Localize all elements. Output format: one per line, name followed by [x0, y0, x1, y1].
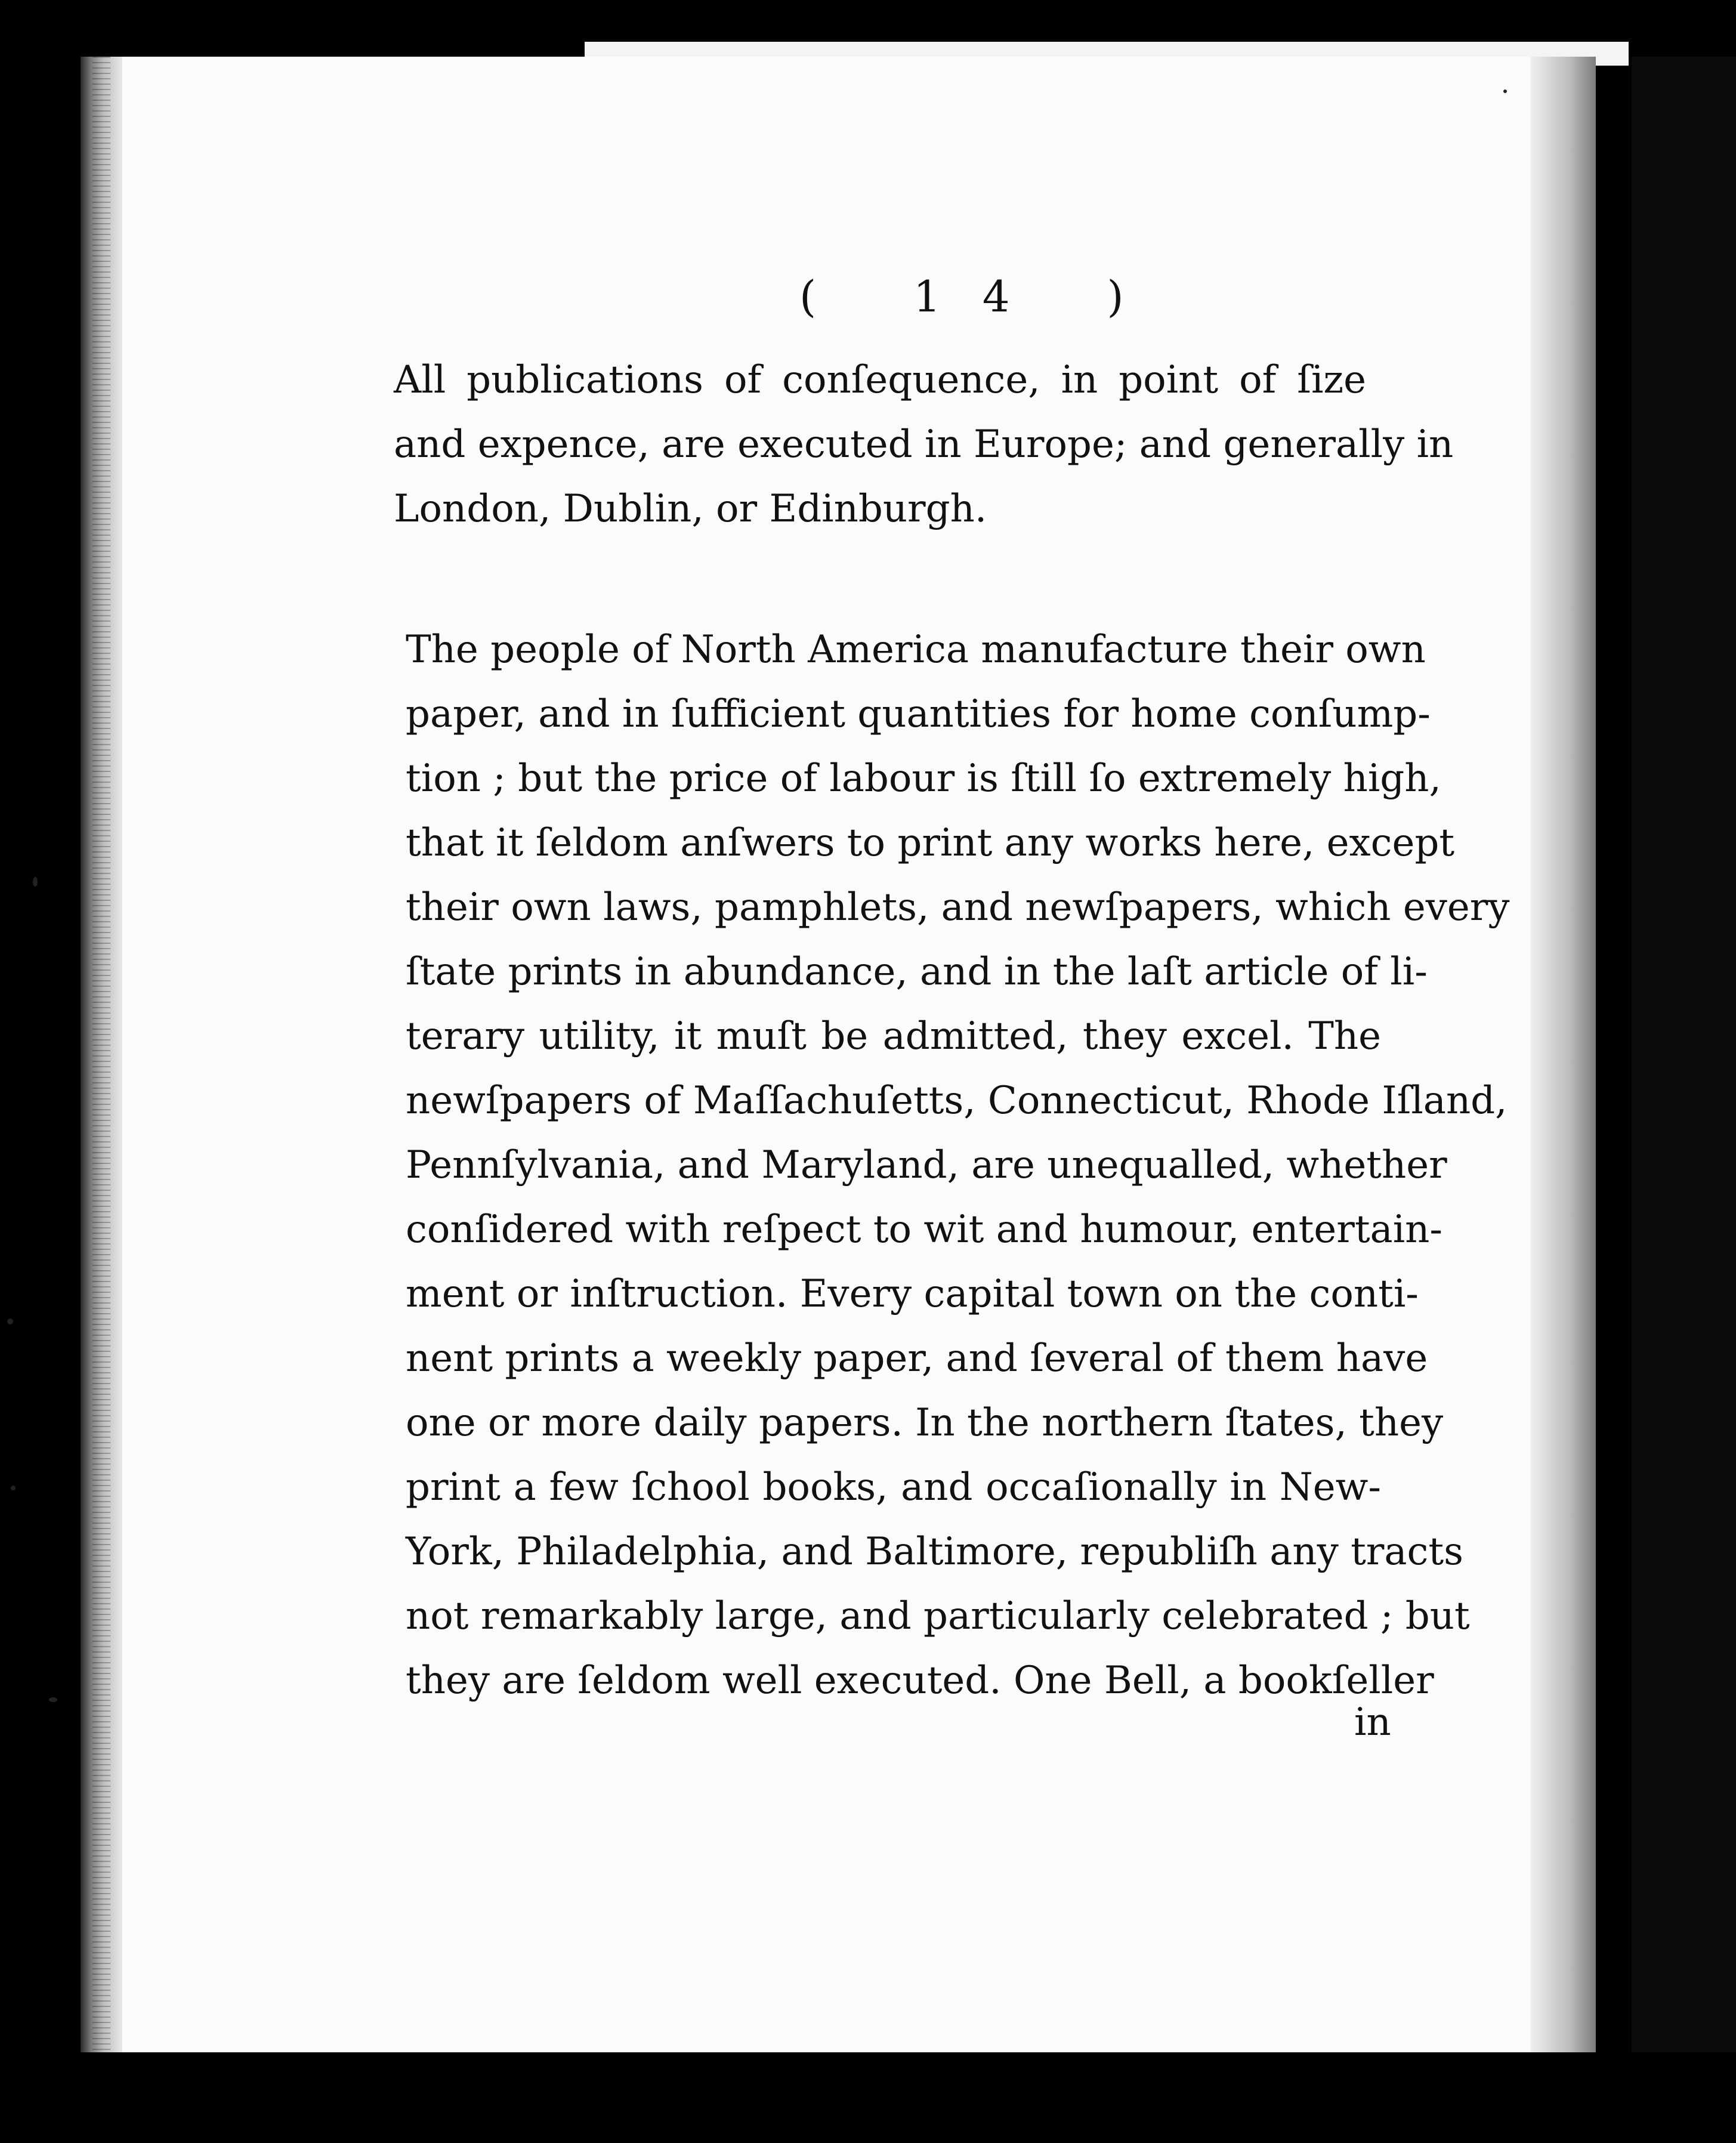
text-line: paper, and in ſufficient quantities for home conſump- — [406, 692, 1431, 736]
text-line: their own laws, pamphlets, and newſpapers, which every — [406, 885, 1510, 930]
paragraph-2 — [406, 617, 1510, 1713]
scan-speck — [1503, 89, 1507, 93]
text-line: ſtate prints in abundance, and in the laſt article of li- — [406, 950, 1428, 994]
text-line: print a few ſchool books, and occaſionally in New- — [406, 1465, 1381, 1509]
text-line: and expence, are executed in Europe; and generally in — [394, 422, 1454, 467]
scan-speck — [11, 1486, 16, 1490]
text-line: Pennſylvania, and Maryland, are unequalled, whether — [406, 1143, 1447, 1187]
text-line: tion ; but the price of labour is ſtill ſo extremely high, — [406, 756, 1441, 801]
text-line: terary utility, it muſt be admitted, they excel. The — [406, 1014, 1381, 1058]
text-line: conſidered with reſpect to wit and humour, entertain- — [406, 1208, 1442, 1252]
catchword: in — [1354, 1700, 1391, 1744]
text-line: London, Dublin, or Edinburgh. — [394, 487, 987, 531]
text-line: All publications of conſequence, in point of ſize — [394, 358, 1366, 402]
page-number: ( 14 ) — [799, 271, 1166, 322]
text-line: they are ſeldom well executed. One Bell, a bookſeller — [406, 1659, 1434, 1703]
text-line: one or more daily papers. In the northern ſtates, they — [406, 1401, 1444, 1445]
paragraph-1 — [394, 348, 1454, 541]
text-line: newſpapers of Maſſachuſetts, Connecticut, Rhode Iſland, — [406, 1079, 1508, 1123]
scan-speck — [7, 1318, 13, 1324]
right-margin-shadow — [1632, 57, 1736, 2052]
page-gutter — [81, 57, 122, 2052]
text-line: nent prints a weekly paper, and ſeveral of them have — [406, 1336, 1428, 1381]
text-line: ment or inſtruction. Every capital town on the conti- — [406, 1272, 1419, 1316]
scan-speck — [49, 1697, 57, 1702]
scan-speck — [33, 877, 38, 887]
text-line: not remarkably large, and particularly celebrated ; but — [406, 1594, 1470, 1638]
text-line: that it ſeldom anſwers to print any works here, except — [406, 821, 1455, 865]
text-line: York, Philadelphia, and Baltimore, republiſh any tracts — [406, 1530, 1463, 1574]
page-edge — [1530, 57, 1596, 2052]
text-line: The people of North America manufacture their own — [406, 628, 1426, 672]
